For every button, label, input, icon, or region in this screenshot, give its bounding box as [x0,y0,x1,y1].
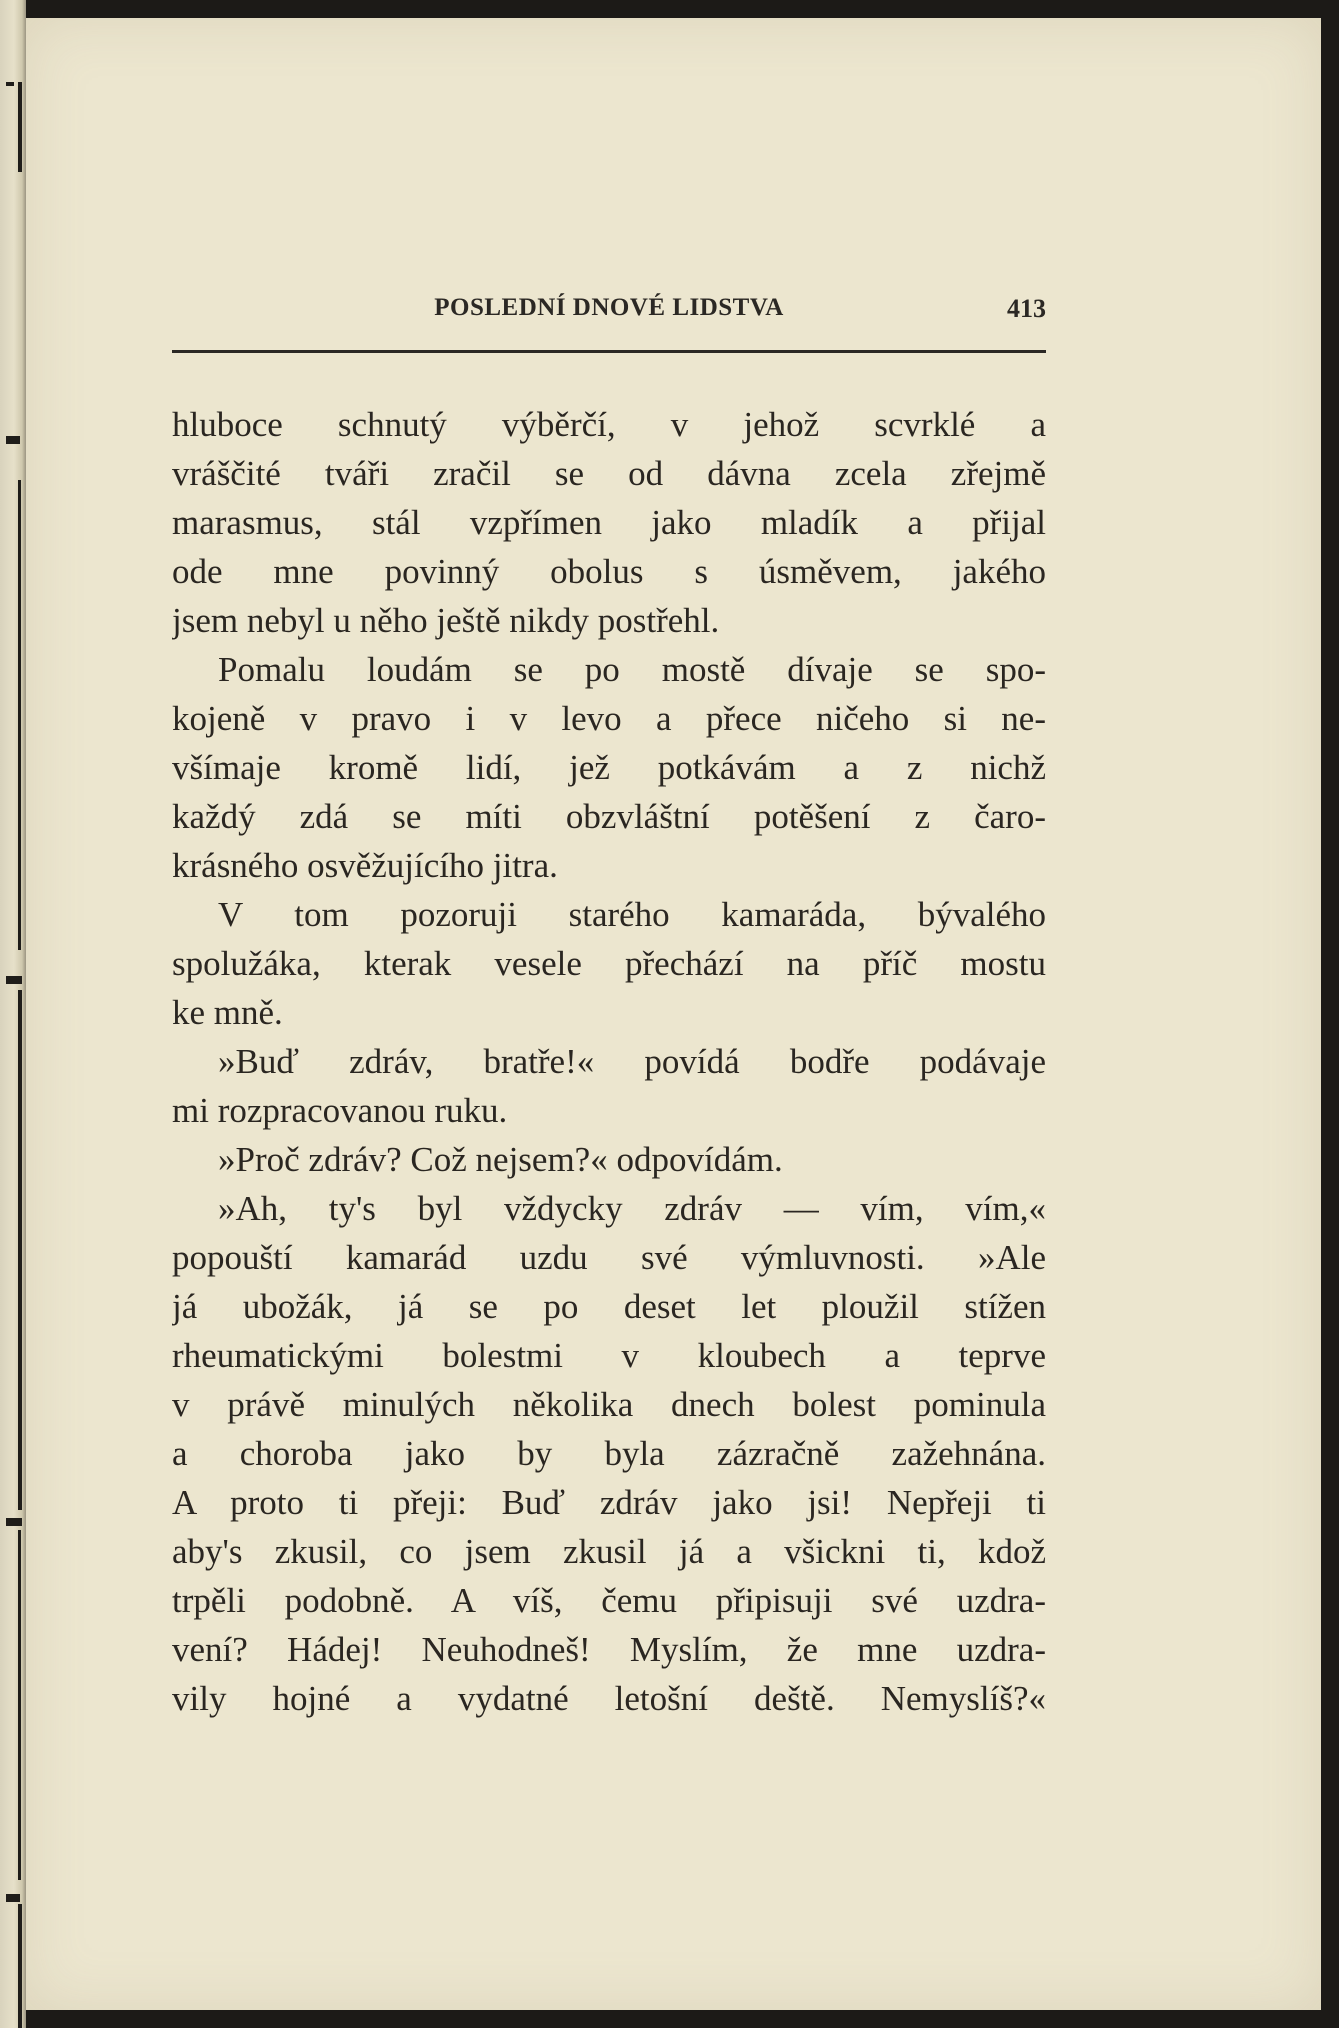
text-line: »Buď zdráv, bratře!« povídá bodře podávaje [218,1042,1046,1081]
text-line: a choroba jako by byla zázračně zažehnána. [172,1434,1046,1473]
text-line: »Ah, ty's byl vždycky zdráv — vím, vím,« [218,1189,1046,1228]
paragraph [172,1135,1046,1184]
running-title: POSLEDNÍ DNOVÉ LIDSTVA [434,294,784,321]
text-line: Pomalu loudám se po mostě dívaje se spo- [218,650,1046,689]
text-line: kojeně v pravo i v levo a přece ničeho si ne- [172,699,1046,738]
text-line: mi rozpracovanou ruku. [172,1091,508,1130]
paragraph [172,400,1046,645]
gutter-mark [18,990,22,1510]
text-line: A proto ti přeji: Buď zdráv jako jsi! Nepřeji ti [172,1483,1046,1522]
text-line: já ubožák, já se po deset let ploužil stížen [172,1287,1046,1326]
text-line: vení? Hádej! Neuhodneš! Myslím, že mne uzdra- [172,1630,1046,1669]
gutter-mark [6,976,22,984]
text-line: všímaje kromě lidí, jež potkávám a z nichž [172,748,1046,787]
text-line: popouští kamarád uzdu své výmluvnosti. »Ale [172,1238,1046,1277]
paragraph [172,890,1046,1037]
binding-gutter [0,0,26,2028]
paragraph [172,1184,1046,1723]
text-line: krásného osvěžujícího jitra. [172,846,558,885]
text-line: v právě minulých několika dnech bolest pominula [172,1385,1046,1424]
text-line: ode mne povinný obolus s úsměvem, jakého [172,552,1046,591]
text-line: aby's zkusil, co jsem zkusil já a všickni ti, kdož [172,1532,1046,1571]
gutter-mark [18,1530,21,1880]
text-line: vily hojné a vydatné letošní deště. Nemyslíš?« [172,1679,1046,1718]
page-number: 413 [1007,294,1046,323]
text-line: »Proč zdráv? Což nejsem?« odpovídám. [218,1140,783,1179]
text-line: marasmus, stál vzpřímen jako mladík a přijal [172,503,1046,542]
gutter-mark [18,480,21,950]
gutter-mark [6,1894,20,1902]
gutter-mark [6,1518,22,1526]
text-line: spolužáka, kterak vesele přechází na příč mostu [172,944,1046,983]
gutter-mark [18,82,22,172]
text-line: V tom pozoruji starého kamaráda, bývalého [218,895,1046,934]
text-line: ke mně. [172,993,283,1032]
gutter-mark [6,436,20,444]
running-header [172,288,1046,332]
paragraph [172,645,1046,890]
text-line: vráščité tváři zračil se od dávna zcela zřejmě [172,454,1046,493]
text-line: hluboce schnutý výběrčí, v jehož scvrklé a [172,405,1046,444]
text-line: jsem nebyl u něho ještě nikdy postřehl. [172,601,720,640]
gutter-mark [6,82,14,86]
paragraph [172,1037,1046,1135]
gutter-mark [18,1904,22,2028]
header-rule [172,350,1046,353]
body-text [172,400,1046,1723]
text-line: trpěli podobně. A víš, čemu připisuji své uzdra- [172,1581,1046,1620]
text-line: každý zdá se míti obzvláštní potěšení z čaro- [172,797,1046,836]
text-line: rheumatickými bolestmi v kloubech a teprve [172,1336,1046,1375]
